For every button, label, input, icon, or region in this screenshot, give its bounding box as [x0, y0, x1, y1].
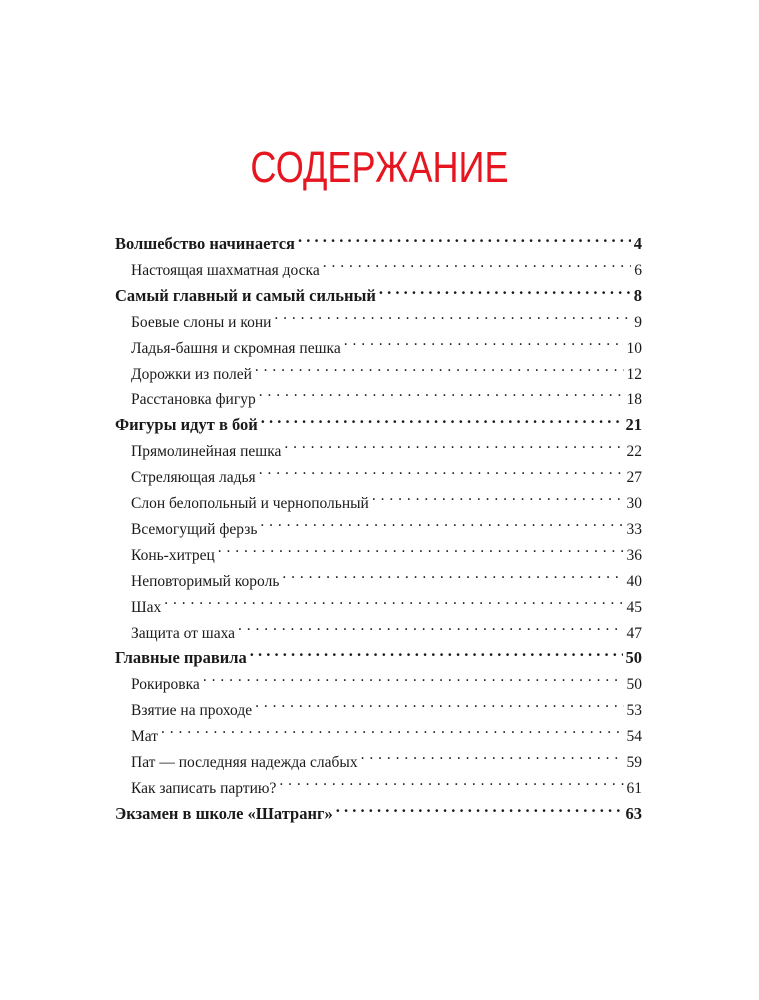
- toc-entry-title: Как записать партию?: [131, 780, 277, 797]
- toc-entry-title: Конь-хитрец: [131, 547, 215, 564]
- toc-page-number: 30: [626, 495, 642, 512]
- toc-page-number: 63: [625, 804, 642, 823]
- toc-page-number: 61: [626, 780, 642, 797]
- toc-page-number: 18: [626, 391, 642, 408]
- toc-entry-title: Фигуры идут в бой: [115, 415, 258, 434]
- page-title: СОДЕРЖАНИЕ: [250, 143, 509, 192]
- toc-page-number: 50: [625, 648, 642, 667]
- toc-page-number: 10: [626, 340, 642, 357]
- toc-entry-title: Ладья-башня и скромная пешка: [131, 340, 341, 357]
- dot-leader: [274, 303, 631, 327]
- toc-section-entry: [131, 691, 642, 719]
- toc-page-number: 33: [626, 521, 642, 538]
- toc-page-number: 9: [634, 314, 642, 331]
- dot-leader: [164, 588, 623, 612]
- dot-leader: [255, 355, 624, 379]
- toc-entry-title: Шах: [131, 599, 162, 616]
- toc-entry-title: Волшебство начинается: [115, 234, 295, 253]
- toc-page-number: 36: [626, 547, 642, 564]
- dot-leader: [161, 717, 623, 741]
- dot-leader: [255, 691, 623, 715]
- toc-chapter-entry: [115, 406, 642, 434]
- dot-leader: [323, 251, 632, 275]
- dot-leader: [238, 614, 623, 638]
- dot-leader: [379, 277, 631, 301]
- toc-page-number: 27: [626, 469, 642, 486]
- dot-leader: [218, 536, 624, 560]
- dot-leader: [250, 639, 623, 663]
- toc-entry-title: Пат — последняя надежда слабых: [131, 754, 358, 771]
- dot-leader: [284, 432, 623, 456]
- toc-page-number: 53: [626, 702, 642, 719]
- toc-page-number: 45: [626, 599, 642, 616]
- dot-leader: [361, 743, 624, 767]
- dot-leader: [259, 458, 624, 482]
- toc-entry-title: Прямолинейная пешка: [131, 443, 282, 460]
- toc-section-entry: [131, 769, 642, 797]
- dot-leader: [372, 484, 624, 508]
- toc-page-number: 12: [626, 366, 642, 383]
- toc-page-number: 21: [625, 415, 642, 434]
- toc-chapter-entry: [115, 277, 642, 305]
- toc-section-entry: [131, 588, 642, 616]
- toc-section-entry: [131, 717, 642, 745]
- toc-entry-title: Слон белопольный и чернопольный: [131, 495, 369, 512]
- toc-page-number: 59: [626, 754, 642, 771]
- dot-leader: [282, 562, 623, 586]
- toc-section-entry: [131, 562, 642, 590]
- toc-page-number: 6: [634, 262, 642, 279]
- toc-entry-title: Неповторимый король: [131, 573, 280, 590]
- toc-section-entry: [131, 743, 642, 771]
- toc-entry-title: Рокировка: [131, 676, 200, 693]
- toc-section-entry: [131, 484, 642, 512]
- toc-page-number: 47: [626, 625, 642, 642]
- dot-leader: [260, 510, 623, 534]
- toc-entry-title: Всемогущий ферзь: [131, 521, 258, 538]
- dot-leader: [259, 380, 624, 404]
- toc-entry-title: Расстановка фигур: [131, 391, 256, 408]
- toc-page-number: 40: [626, 573, 642, 590]
- toc-entry-title: Настоящая шахматная доска: [131, 262, 320, 279]
- toc-entry-title: Боевые слоны и кони: [131, 314, 272, 331]
- toc-section-entry: [131, 510, 642, 538]
- toc-entry-title: Экзамен в школе «Шатранг»: [115, 804, 333, 823]
- toc-entry-title: Защита от шаха: [131, 625, 236, 642]
- toc-section-entry: [131, 355, 642, 383]
- toc-section-entry: [131, 665, 642, 693]
- toc-section-entry: [131, 380, 642, 408]
- toc-page-number: 4: [633, 234, 642, 253]
- toc-section-entry: [131, 536, 642, 564]
- dot-leader: [344, 329, 624, 353]
- toc-entry-title: Стреляющая ладья: [131, 469, 256, 486]
- toc-section-entry: [131, 251, 642, 279]
- toc-entry-title: Взятие на проходе: [131, 702, 253, 719]
- toc-page-number: 54: [626, 728, 642, 745]
- toc-entry-title: Самый главный и самый сильный: [115, 286, 376, 305]
- dot-leader: [261, 406, 623, 430]
- dot-leader: [279, 769, 623, 793]
- toc-page-number: 22: [626, 443, 642, 460]
- toc-section-entry: [131, 458, 642, 486]
- toc-entry-title: Главные правила: [115, 648, 247, 667]
- toc-section-entry: [131, 303, 642, 331]
- toc-page-number: 50: [626, 676, 642, 693]
- dot-leader: [203, 665, 624, 689]
- toc-section-entry: [131, 432, 642, 460]
- toc-chapter-entry: [115, 639, 642, 667]
- toc-chapter-entry: [115, 795, 642, 823]
- toc-entry-title: Мат: [131, 728, 159, 745]
- dot-leader: [298, 225, 631, 249]
- toc-section-entry: [131, 329, 642, 357]
- toc-chapter-entry: [115, 225, 642, 253]
- toc-section-entry: [131, 614, 642, 642]
- toc-entry-title: Дорожки из полей: [131, 366, 252, 383]
- toc-page-number: 8: [633, 286, 642, 305]
- dot-leader: [336, 795, 623, 819]
